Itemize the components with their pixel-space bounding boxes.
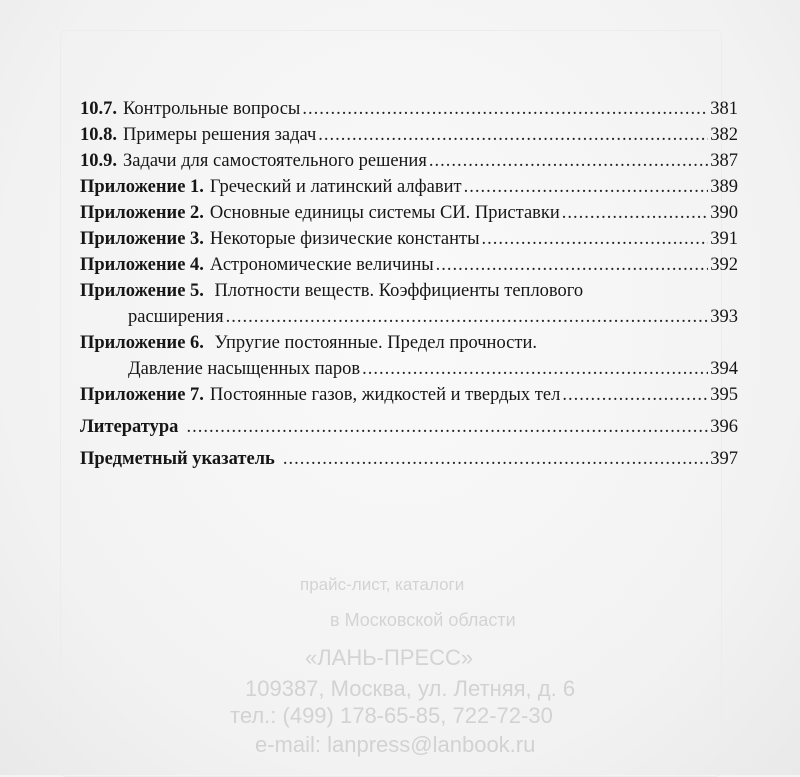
section-number: 10.7. bbox=[80, 99, 117, 119]
appendix-number: Приложение 7. bbox=[80, 385, 204, 405]
dot-leader bbox=[302, 96, 708, 122]
dot-leader bbox=[186, 414, 708, 440]
page-number: 392 bbox=[710, 255, 738, 275]
index-heading: Предметный указатель bbox=[80, 449, 275, 469]
bleed-through-text: e-mail: lanpress@lanbook.ru bbox=[255, 732, 536, 757]
toc-entry[interactable] bbox=[80, 382, 738, 408]
dot-leader bbox=[283, 446, 708, 472]
page-number: 396 bbox=[710, 417, 738, 437]
appendix-title-continuation: расширения bbox=[128, 307, 224, 327]
bleed-through-text: 109387, Москва, ул. Летняя, д. 6 bbox=[245, 676, 576, 701]
appendix-number: Приложение 4. bbox=[80, 255, 204, 275]
page-number: 381 bbox=[710, 99, 738, 119]
appendix-title: Упругие постоянные. Предел прочности. bbox=[214, 333, 537, 353]
appendix-title: Астрономические величины bbox=[209, 255, 434, 275]
dot-leader bbox=[226, 304, 709, 330]
bleed-through-text: «ЛАНЬ-ПРЕСС» bbox=[305, 645, 474, 670]
toc-entry[interactable] bbox=[80, 278, 738, 330]
references-heading: Литература bbox=[80, 417, 179, 437]
toc-entry[interactable] bbox=[80, 148, 738, 174]
appendix-number: Приложение 5. bbox=[80, 281, 204, 301]
appendix-title: Некоторые физические константы bbox=[209, 229, 480, 249]
bleed-through-text: тел.: (499) 178-65-85, 722-72-30 bbox=[230, 703, 553, 728]
appendix-title: Постоянные газов, жидкостей и твердых тел bbox=[209, 385, 561, 405]
page-number: 394 bbox=[710, 359, 738, 379]
section-number: 10.8. bbox=[80, 125, 117, 145]
toc-entry[interactable] bbox=[80, 330, 738, 382]
toc-entry[interactable] bbox=[80, 252, 738, 278]
toc-entry[interactable] bbox=[80, 122, 738, 148]
appendix-number: Приложение 1. bbox=[80, 177, 204, 197]
dot-leader bbox=[436, 252, 709, 278]
toc-entry[interactable] bbox=[80, 226, 738, 252]
dot-leader bbox=[482, 226, 709, 252]
appendix-number: Приложение 6. bbox=[80, 333, 204, 353]
toc-entry[interactable] bbox=[80, 174, 738, 200]
appendix-number: Приложение 3. bbox=[80, 229, 204, 249]
appendix-title: Основные единицы системы СИ. Приставки bbox=[209, 203, 560, 223]
appendix-title-continuation: Давление насыщенных паров bbox=[128, 359, 361, 379]
page-number: 395 bbox=[710, 385, 738, 405]
page-number: 387 bbox=[710, 151, 738, 171]
appendix-title: Плотности веществ. Коэффициенты теплового bbox=[214, 281, 584, 301]
page-number: 393 bbox=[710, 307, 738, 327]
table-of-contents bbox=[80, 96, 738, 472]
page-number: 382 bbox=[710, 125, 738, 145]
dot-leader bbox=[318, 122, 708, 148]
page-number: 390 bbox=[710, 203, 738, 223]
bleed-through-text: в Московской области bbox=[330, 610, 516, 630]
toc-entry[interactable] bbox=[80, 96, 738, 122]
toc-entry[interactable] bbox=[80, 200, 738, 226]
page-number: 397 bbox=[710, 449, 738, 469]
bleed-through-text: прайс-лист, каталоги bbox=[300, 575, 465, 594]
dot-leader bbox=[429, 148, 708, 174]
section-title: Контрольные вопросы bbox=[123, 99, 301, 119]
dot-leader bbox=[362, 356, 708, 382]
appendix-number: Приложение 2. bbox=[80, 203, 204, 223]
toc-entry[interactable] bbox=[80, 446, 738, 472]
dot-leader bbox=[562, 200, 708, 226]
appendix-title: Греческий и латинский алфавит bbox=[209, 177, 462, 197]
section-title: Примеры решения задач bbox=[123, 125, 317, 145]
dot-leader bbox=[562, 382, 708, 408]
page-number: 391 bbox=[710, 229, 738, 249]
section-title: Задачи для самостоятельного решения bbox=[123, 151, 427, 171]
toc-entry[interactable] bbox=[80, 414, 738, 440]
page-number: 389 bbox=[710, 177, 738, 197]
dot-leader bbox=[464, 174, 709, 200]
section-number: 10.9. bbox=[80, 151, 117, 171]
